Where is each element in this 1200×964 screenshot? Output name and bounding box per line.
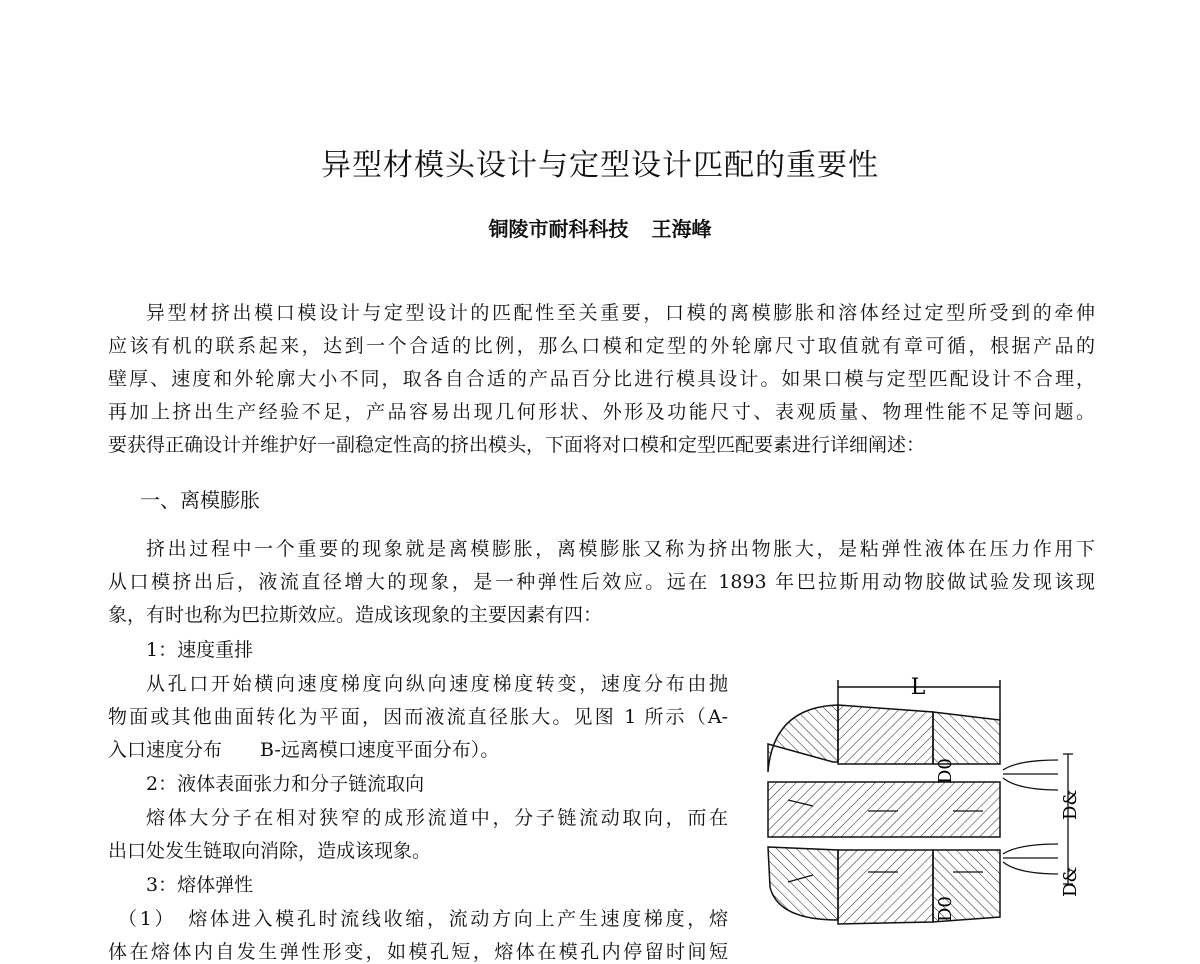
- text-line: 出口处发生链取向消除，造成该现象。: [108, 840, 432, 862]
- text-line: 入口速度分布 B-远离模口速度平面分布）。: [108, 739, 500, 761]
- factor-title: 3：熔体弹性: [146, 874, 254, 896]
- text-line: 要获得正确设计并维护好一副稳定性高的挤出模头，下面将对口模和定型匹配要素进行详细阐述：: [108, 434, 926, 456]
- factor-title: 2：液体表面张力和分子链流取向: [146, 773, 425, 795]
- text-line: 再加上挤出生产经验不足，产品容易出现几何形状、外形及功能尺寸、表观质量、物理性能不足等问题。: [108, 401, 1095, 423]
- text-line: 应该有机的联系起来，达到一个合适的比例，那么口模和定型的外轮廓尺寸取值就有章可循，根据产品的: [108, 335, 1095, 357]
- factor-title: 1：速度重排: [146, 639, 254, 661]
- text-line: 异型材挤出模口模设计与定型设计的匹配性至关重要，口模的离模膨胀和溶体经过定型所受到的牵伸: [146, 302, 1095, 324]
- label-Ds-bottom: D&: [1060, 866, 1081, 897]
- die-body: [768, 705, 1000, 924]
- author-affiliation: 铜陵市耐科科技: [488, 217, 629, 241]
- text-line: （1） 熔体进入模孔时流线收缩，流动方向上产生速度梯度，熔: [118, 908, 728, 930]
- text-line: 体在熔体内自发生弹性形变，如模孔短，熔体在模孔内停留时间短: [108, 941, 728, 963]
- text-line: 壁厚、速度和外轮廓大小不同，取各自合适的产品百分比进行模具设计。如果口模与定型匹配设计不合理，: [108, 368, 1095, 390]
- section-heading: 一、离模膨胀: [140, 488, 260, 512]
- die-swell-figure: [758, 672, 1098, 952]
- text-line: 象，有时也称为巴拉斯效应。造成该现象的主要因素有四：: [108, 604, 603, 626]
- author-name: 王海峰: [651, 217, 712, 241]
- text-line: 熔体大分子在相对狭窄的成形流道中，分子链流动取向，而在: [146, 807, 728, 829]
- text-line: 物面或其他曲面转化为平面，因而液流直径胀大。见图 1 所示（A-: [108, 706, 728, 728]
- label-D0-top: D0: [935, 758, 956, 784]
- text-line: 挤出过程中一个重要的现象就是离模膨胀，离模膨胀又称为挤出物胀大，是粘弹性液体在压力作用下: [146, 538, 1095, 560]
- label-D0-bottom: D0: [935, 896, 956, 922]
- label-Ds-top: D&: [1060, 789, 1081, 820]
- label-L: L: [910, 675, 926, 700]
- text-line: 从口模挤出后，液流直径增大的现象，是一种弹性后效应。远在 1893 年巴拉斯用动物胶做试验发现该现: [108, 571, 1095, 593]
- page-title: 异型材模头设计与定型设计匹配的重要性: [321, 148, 879, 183]
- author-line: [0, 213, 1200, 242]
- text-line: 从孔口开始横向速度梯度向纵向速度梯度转变，速度分布由抛: [146, 673, 728, 695]
